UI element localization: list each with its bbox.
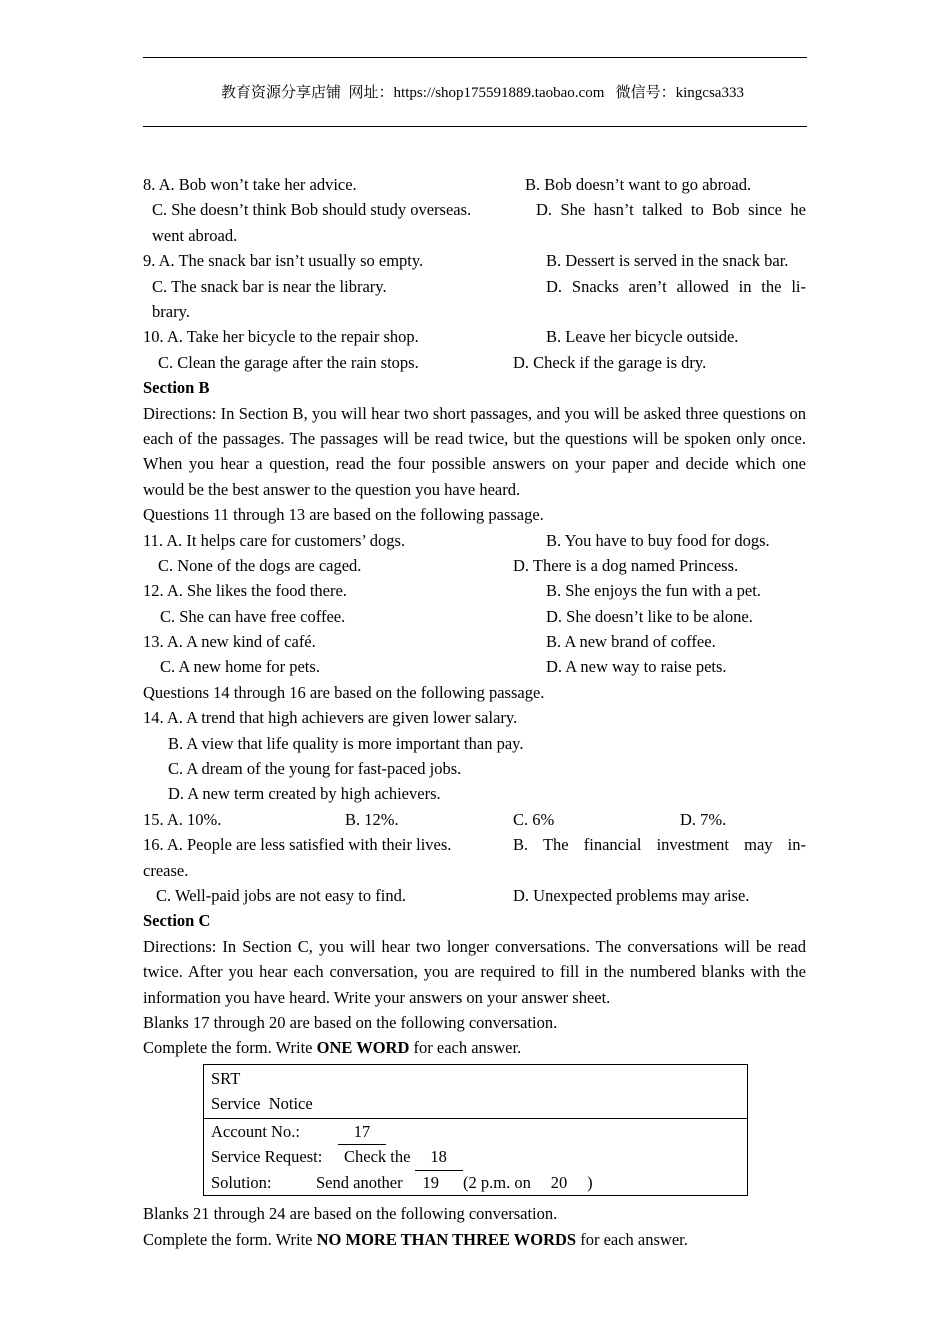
question-9-continuation: [143, 299, 806, 324]
option-12c: C. She can have free coffee.: [160, 606, 346, 626]
question-8-line-cd: [143, 197, 806, 222]
blank-20: 20: [535, 1170, 583, 1196]
questions-11-13-intro: Questions 11 through 13 are based on the following passage.: [143, 505, 544, 525]
option-13a: 13. A. A new kind of café.: [143, 632, 316, 652]
question-14-line-a: [143, 705, 806, 730]
blank-18: 18: [415, 1144, 463, 1170]
option-9c: C. The snack bar is near the library.: [152, 276, 387, 296]
question-12-line-cd: [143, 604, 806, 629]
three-words-emphasis: NO MORE THAN THREE WORDS: [316, 1229, 577, 1249]
question-16-line-ab: [143, 832, 806, 857]
question-11-line-ab: [143, 528, 806, 553]
form-subtitle: Service Notice: [211, 1094, 313, 1114]
option-15d: D. 7%.: [680, 809, 727, 829]
section-b-title: Section B: [143, 378, 210, 398]
option-13c: C. A new home for pets.: [160, 657, 320, 677]
option-10c: C. Clean the garage after the rain stops.: [158, 352, 419, 372]
option-15b: B. 12%.: [345, 809, 399, 829]
question-9-line-ab: [143, 248, 806, 273]
page-header: [143, 57, 807, 127]
question-16-line-cd: [143, 883, 806, 908]
blanks-17-20-intro: Blanks 17 through 20 are based on the following conversation.: [143, 1013, 558, 1032]
question-8-continuation: [143, 223, 806, 248]
option-9b: B. Dessert is served in the snack bar.: [546, 251, 789, 271]
option-10d: D. Check if the garage is dry.: [513, 352, 707, 372]
complete-form-instruction-1: Complete the form. Write ONE WORD for each answer.: [143, 1038, 522, 1058]
blanks-21-24-intro: Blanks 21 through 24 are based on the following conversation.: [143, 1204, 558, 1224]
question-14-line-b: [143, 731, 806, 756]
service-notice-form: [203, 1064, 748, 1197]
option-9a: 9. A. The snack bar isn’t usually so empty.: [143, 251, 424, 271]
blank-17: 17: [338, 1119, 386, 1145]
option-8c: C. She doesn’t think Bob should study overseas.: [152, 200, 472, 220]
form-row-service-request: Service Request: Check the 18: [204, 1144, 747, 1170]
form-row-solution: Solution: Send another 19 (2 p.m. on 20 ): [204, 1170, 747, 1196]
option-12a: 12. A. She likes the food there.: [143, 581, 347, 601]
question-10-line-ab: [143, 324, 806, 349]
option-8d-continued: went abroad.: [152, 225, 238, 245]
question-14-line-d: [143, 781, 806, 806]
question-10-line-cd: [143, 350, 806, 375]
form-body: [204, 1119, 747, 1196]
option-14d: D. A new term created by high achievers.: [168, 784, 441, 804]
question-9-line-cd: [143, 274, 806, 299]
question-13-line-ab: [143, 629, 806, 654]
option-14a: 14. A. A trend that high achievers are given lower salary.: [143, 708, 518, 728]
option-11a: 11. A. It helps care for customers’ dogs.: [143, 530, 406, 550]
option-8b: B. Bob doesn’t want to go abroad.: [525, 175, 752, 194]
section-c-directions: Directions: In Section C, you will hear two longer conversations. The conversations will be read twice. After you hear each conversation, you are required to fill in the numbered blanks with the information you have heard. Write your answers on your answer sheet.: [143, 936, 806, 1007]
option-10b: B. Leave her bicycle outside.: [546, 327, 739, 347]
option-14c: C. A dream of the young for fast-paced jobs.: [168, 759, 462, 779]
option-12b: B. She enjoys the fun with a pet.: [546, 581, 761, 601]
option-10a: 10. A. Take her bicycle to the repair shop.: [143, 327, 419, 347]
option-16b: B. The financial investment may in-: [513, 835, 806, 855]
option-15c: C. 6%: [513, 809, 555, 829]
question-15-line: [143, 807, 806, 832]
complete-form-instruction-2: Complete the form. Write NO MORE THAN THREE WORDS for each answer.: [143, 1229, 688, 1249]
questions-14-16-intro: Questions 14 through 16 are based on the following passage.: [143, 682, 545, 702]
option-11b: B. You have to buy food for dogs.: [546, 530, 770, 550]
question-13-line-cd: [143, 654, 806, 679]
option-15a: 15. A. 10%.: [143, 809, 222, 829]
exam-content: [143, 172, 806, 1252]
section-c-title: Section C: [143, 911, 211, 931]
option-12d: D. She doesn’t like to be alone.: [546, 606, 753, 626]
option-16b-continued: crease.: [143, 860, 189, 880]
form-row-account: [204, 1119, 747, 1145]
option-16c: C. Well-paid jobs are not easy to find.: [156, 886, 406, 905]
option-16a: 16. A. People are less satisfied with their lives.: [143, 835, 452, 855]
option-8a: 8. A. Bob won’t take her advice.: [143, 175, 357, 194]
option-13d: D. A new way to raise pets.: [546, 657, 727, 677]
shop-info-text: 教育资源分享店铺 网址：https://shop175591889.taobao.com 微信号：kingcsa333: [221, 85, 744, 101]
one-word-emphasis: ONE WORD: [316, 1038, 410, 1058]
question-12-line-ab: [143, 578, 806, 603]
option-14b: B. A view that life quality is more important than pay.: [168, 733, 524, 753]
account-no-label: Account No.:: [211, 1121, 300, 1141]
option-11c: C. None of the dogs are caged.: [158, 555, 362, 575]
question-8-line-ab: [143, 172, 806, 197]
solution-label: Solution:: [211, 1172, 272, 1192]
option-13b: B. A new brand of coffee.: [546, 632, 716, 652]
form-header: [204, 1065, 747, 1119]
option-9d-continued: brary.: [152, 301, 190, 321]
option-8d: D. She hasn’t talked to Bob since he: [536, 200, 806, 220]
service-request-label: Service Request:: [211, 1147, 323, 1167]
question-16-continuation: [143, 858, 806, 883]
option-16d: D. Unexpected problems may arise.: [513, 886, 750, 905]
question-14-line-c: [143, 756, 806, 781]
section-b-directions: Directions: In Section B, you will hear two short passages, and you will be asked three questions on each of the passages. The passages will be read twice, but the questions will be spoken only once. When you hear a question, read the four possible answers on your paper and decide which one would be the best answer to the question you have heard.: [143, 403, 806, 499]
option-11d: D. There is a dog named Princess.: [513, 555, 739, 575]
option-9d: D. Snacks aren’t allowed in the li-: [546, 276, 806, 296]
form-title: SRT: [211, 1068, 241, 1088]
blank-19: 19: [407, 1170, 455, 1196]
question-11-line-cd: [143, 553, 806, 578]
